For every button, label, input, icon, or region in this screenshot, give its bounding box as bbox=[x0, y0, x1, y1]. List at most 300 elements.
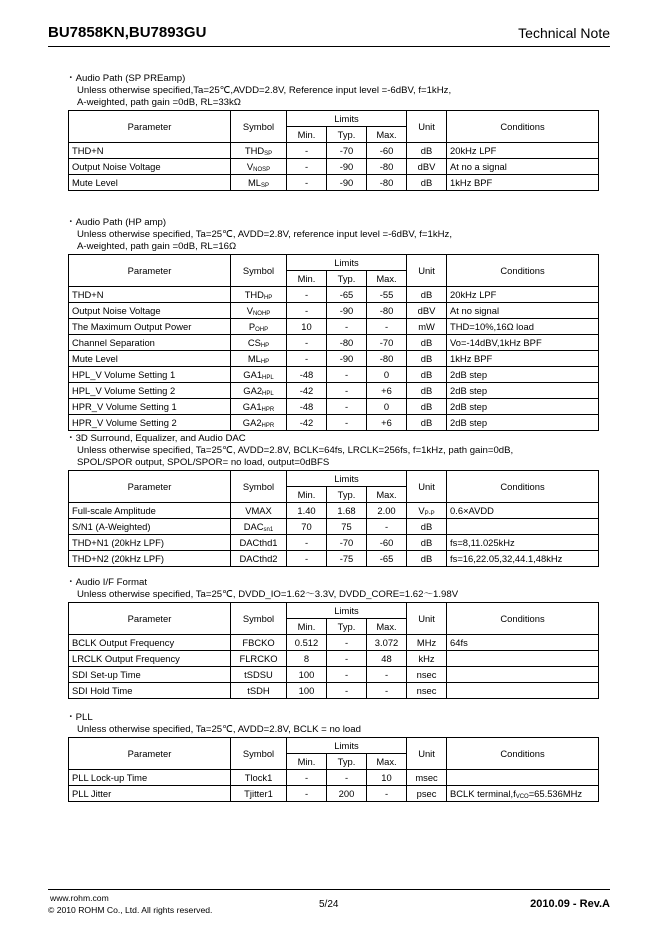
conditions-text: 1kHz BPF bbox=[450, 352, 493, 364]
symbol-text: THD bbox=[244, 144, 265, 156]
cell-unit bbox=[407, 335, 447, 351]
unit-text: dB bbox=[420, 288, 433, 300]
table-header-row bbox=[69, 738, 599, 754]
col-header-typ: Typ. bbox=[327, 271, 367, 287]
cell-parameter: HPR_V Volume Setting 2 bbox=[69, 415, 231, 431]
cell-unit bbox=[407, 635, 447, 651]
symbol-text: DACthd2 bbox=[239, 552, 278, 564]
conditions-text: BCLK terminal,f bbox=[450, 787, 516, 799]
cell-unit bbox=[407, 651, 447, 667]
cell-unit bbox=[407, 351, 447, 367]
cell-max: -80 bbox=[367, 303, 407, 319]
cell-typ: -75 bbox=[327, 551, 367, 567]
col-header-symbol: Symbol bbox=[231, 471, 287, 503]
table-row bbox=[69, 367, 599, 383]
conditions-text: fs=8,11.025kHz bbox=[450, 536, 515, 548]
conditions-text: 2dB step bbox=[450, 384, 488, 396]
symbol-text: CS bbox=[247, 336, 261, 348]
col-header-min: Min. bbox=[287, 619, 327, 635]
unit-text: kHz bbox=[418, 652, 435, 664]
col-header-symbol: Symbol bbox=[231, 255, 287, 287]
cell-typ: - bbox=[327, 383, 367, 399]
conditions-text: At no signal bbox=[450, 304, 500, 316]
cell-min: - bbox=[287, 770, 327, 786]
symbol-text: DAC bbox=[243, 520, 264, 532]
table-header-row bbox=[69, 603, 599, 619]
symbol-text: THD bbox=[244, 288, 264, 300]
unit-text: psec bbox=[416, 787, 437, 799]
symbol-subscript: HP bbox=[263, 294, 273, 301]
cell-max: -55 bbox=[367, 287, 407, 303]
cell-unit bbox=[407, 535, 447, 551]
cell-max: - bbox=[367, 519, 407, 535]
footer-revision: 2010.09 - Rev.A bbox=[530, 898, 610, 910]
unit-text: V bbox=[418, 504, 425, 516]
cell-typ: - bbox=[327, 319, 367, 335]
cell-parameter: SDI Set-up Time bbox=[69, 667, 231, 683]
symbol-subscript: HPR bbox=[261, 406, 275, 413]
cell-symbol bbox=[231, 143, 287, 159]
section-condition-note: Unless otherwise specified, Ta=25℃, AVDD=2.8V, BCLK = no load bbox=[77, 724, 361, 735]
table-row bbox=[69, 159, 599, 175]
col-header-min: Min. bbox=[287, 127, 327, 143]
doc-header-title: BU7858KN,BU7893GU bbox=[48, 24, 207, 41]
table-row bbox=[69, 415, 599, 431]
cell-typ: -90 bbox=[327, 351, 367, 367]
unit-text: dB bbox=[420, 384, 433, 396]
conditions-text: 2dB step bbox=[450, 416, 488, 428]
symbol-subscript: HP bbox=[260, 358, 270, 365]
conditions-text: 0.6×AVDD bbox=[450, 504, 494, 516]
cell-typ: -65 bbox=[327, 287, 367, 303]
conditions-text: 1kHz BPF bbox=[450, 176, 493, 188]
col-header-typ: Typ. bbox=[327, 487, 367, 503]
cell-max: +6 bbox=[367, 383, 407, 399]
table-row bbox=[69, 335, 599, 351]
unit-text: dB bbox=[420, 400, 433, 412]
cell-min: 1.40 bbox=[287, 503, 327, 519]
cell-symbol bbox=[231, 415, 287, 431]
cell-parameter: BCLK Output Frequency bbox=[69, 635, 231, 651]
cell-typ: - bbox=[327, 415, 367, 431]
cell-conditions bbox=[447, 367, 599, 383]
cell-unit bbox=[407, 519, 447, 535]
table-row bbox=[69, 287, 599, 303]
cell-typ: 1.68 bbox=[327, 503, 367, 519]
cell-max: -80 bbox=[367, 159, 407, 175]
cell-min: - bbox=[287, 143, 327, 159]
table-row bbox=[69, 551, 599, 567]
col-header-max: Max. bbox=[367, 619, 407, 635]
cell-max: 0 bbox=[367, 367, 407, 383]
cell-conditions bbox=[447, 551, 599, 567]
unit-text: dB bbox=[420, 176, 433, 188]
symbol-text: FBCKO bbox=[242, 636, 275, 648]
cell-unit bbox=[407, 551, 447, 567]
cell-min: 8 bbox=[287, 651, 327, 667]
doc-header-note: Technical Note bbox=[518, 25, 610, 41]
col-header-unit: Unit bbox=[407, 255, 447, 287]
cell-conditions bbox=[447, 159, 599, 175]
col-header-max: Max. bbox=[367, 487, 407, 503]
symbol-text: tSDSU bbox=[244, 668, 273, 680]
table-row bbox=[69, 399, 599, 415]
cell-max: +6 bbox=[367, 415, 407, 431]
conditions-text: At no a signal bbox=[450, 160, 507, 172]
section-title: ・Audio Path (SP PREamp) bbox=[66, 73, 186, 84]
cell-parameter: PLL Lock-up Time bbox=[69, 770, 231, 786]
cell-typ: - bbox=[327, 367, 367, 383]
col-header-symbol: Symbol bbox=[231, 738, 287, 770]
section-condition-note: SPOL/SPOR output, SPOL/SPOR= no load, output=0dBFS bbox=[77, 457, 330, 468]
symbol-text: V bbox=[246, 160, 254, 172]
cell-parameter: HPL_V Volume Setting 1 bbox=[69, 367, 231, 383]
cell-min: - bbox=[287, 287, 327, 303]
section-title: ・Audio I/F Format bbox=[66, 577, 148, 588]
unit-text: dB bbox=[420, 352, 433, 364]
cell-parameter: Channel Separation bbox=[69, 335, 231, 351]
cell-typ: -90 bbox=[327, 175, 367, 191]
unit-subscript: P-P bbox=[424, 510, 435, 517]
cell-unit bbox=[407, 383, 447, 399]
cell-parameter: THD+N bbox=[69, 143, 231, 159]
cell-unit bbox=[407, 175, 447, 191]
cell-conditions bbox=[447, 415, 599, 431]
cell-typ: - bbox=[327, 651, 367, 667]
cell-symbol bbox=[231, 651, 287, 667]
section-condition-note: Unless otherwise specified,Ta=25℃,AVDD=2.8V, Reference input level =-6dBV, f=1kHz, bbox=[77, 85, 452, 96]
header-rule bbox=[48, 46, 610, 47]
cell-min: 100 bbox=[287, 667, 327, 683]
symbol-text: GA1 bbox=[242, 400, 262, 412]
cell-max: - bbox=[367, 683, 407, 699]
spec-section bbox=[68, 712, 598, 802]
cell-conditions bbox=[447, 383, 599, 399]
col-header-min: Min. bbox=[287, 487, 327, 503]
col-header-typ: Typ. bbox=[327, 127, 367, 143]
table-row bbox=[69, 351, 599, 367]
spec-section bbox=[68, 217, 598, 431]
symbol-text: DACthd1 bbox=[239, 536, 278, 548]
table-row bbox=[69, 175, 599, 191]
cell-parameter: HPL_V Volume Setting 2 bbox=[69, 383, 231, 399]
section-condition-note: Unless otherwise specified, Ta=25℃, AVDD=2.8V, BCLK=64fs, LRCLK=256fs, f=1kHz, path gain=0dB, bbox=[77, 445, 514, 456]
col-header-unit: Unit bbox=[407, 603, 447, 635]
cell-conditions bbox=[447, 535, 599, 551]
col-header-typ: Typ. bbox=[327, 619, 367, 635]
symbol-text: GA2 bbox=[243, 384, 263, 396]
symbol-text: V bbox=[246, 304, 253, 316]
unit-text: dB bbox=[420, 336, 433, 348]
col-header-max: Max. bbox=[367, 271, 407, 287]
cell-conditions bbox=[447, 287, 599, 303]
cell-symbol bbox=[231, 175, 287, 191]
cell-typ: 200 bbox=[327, 786, 367, 802]
cell-max: -60 bbox=[367, 535, 407, 551]
section-condition-note: Unless otherwise specified, Ta=25℃, AVDD=2.8V, reference input level =-6dBV, f=1kHz, bbox=[77, 229, 453, 240]
conditions-text: THD=10%,16Ω load bbox=[450, 320, 534, 332]
col-header-conditions: Conditions bbox=[447, 111, 599, 143]
table-header-row bbox=[69, 255, 599, 271]
spec-table bbox=[68, 254, 599, 431]
conditions-text: 2dB step bbox=[450, 400, 488, 412]
cell-max: -80 bbox=[367, 175, 407, 191]
col-header-max: Max. bbox=[367, 127, 407, 143]
cell-typ: -70 bbox=[327, 535, 367, 551]
unit-text: msec bbox=[415, 771, 438, 783]
cell-conditions bbox=[447, 399, 599, 415]
cell-typ: - bbox=[327, 399, 367, 415]
table-row bbox=[69, 786, 599, 802]
cell-parameter: Full-scale Amplitude bbox=[69, 503, 231, 519]
cell-min: -42 bbox=[287, 415, 327, 431]
cell-max: -70 bbox=[367, 335, 407, 351]
cell-max: 48 bbox=[367, 651, 407, 667]
symbol-subscript: HPR bbox=[261, 422, 275, 429]
col-header-limits: Limits bbox=[287, 255, 407, 271]
unit-text: dB bbox=[420, 520, 433, 532]
cell-parameter: S/N1 (A-Weighted) bbox=[69, 519, 231, 535]
conditions-text: Vo=-14dBV,1kHz BPF bbox=[450, 336, 542, 348]
cell-unit bbox=[407, 287, 447, 303]
table-row bbox=[69, 303, 599, 319]
symbol-text: P bbox=[248, 320, 256, 332]
cell-parameter: The Maximum Output Power bbox=[69, 319, 231, 335]
cell-max: -65 bbox=[367, 551, 407, 567]
unit-text: dB bbox=[420, 144, 433, 156]
spec-table bbox=[68, 470, 599, 567]
cell-symbol bbox=[231, 635, 287, 651]
section-title: ・Audio Path (HP amp) bbox=[66, 217, 167, 228]
spec-section bbox=[68, 73, 598, 191]
cell-conditions bbox=[447, 667, 599, 683]
cell-min: - bbox=[287, 335, 327, 351]
col-header-unit: Unit bbox=[407, 471, 447, 503]
col-header-min: Min. bbox=[287, 754, 327, 770]
symbol-text: VMAX bbox=[245, 504, 272, 516]
cell-max: -80 bbox=[367, 351, 407, 367]
footer-copyright: © 2010 ROHM Co., Ltd. All rights reserved. bbox=[48, 905, 213, 915]
symbol-text: FLRCKO bbox=[239, 652, 278, 664]
col-header-limits: Limits bbox=[287, 603, 407, 619]
cell-min: -48 bbox=[287, 399, 327, 415]
symbol-text: Tjitter1 bbox=[244, 787, 273, 799]
cell-conditions bbox=[447, 770, 599, 786]
unit-text: dB bbox=[420, 368, 433, 380]
cell-symbol bbox=[231, 335, 287, 351]
cell-typ: - bbox=[327, 635, 367, 651]
table-row bbox=[69, 651, 599, 667]
conditions-text: 2dB step bbox=[450, 368, 488, 380]
cell-parameter: THD+N2 (20kHz LPF) bbox=[69, 551, 231, 567]
cell-min: - bbox=[287, 351, 327, 367]
unit-text: dB bbox=[420, 416, 433, 428]
table-header-row bbox=[69, 471, 599, 487]
symbol-text: GA2 bbox=[242, 416, 262, 428]
table-row bbox=[69, 383, 599, 399]
symbol-subscript: HPL bbox=[262, 390, 274, 397]
cell-parameter: SDI Hold Time bbox=[69, 683, 231, 699]
table-row bbox=[69, 635, 599, 651]
col-header-parameter: Parameter bbox=[69, 111, 231, 143]
cell-unit bbox=[407, 143, 447, 159]
symbol-subscript: NOSP bbox=[253, 166, 271, 173]
cell-symbol bbox=[231, 519, 287, 535]
cell-parameter: Output Noise Voltage bbox=[69, 303, 231, 319]
table-row bbox=[69, 519, 599, 535]
cell-typ: 75 bbox=[327, 519, 367, 535]
cell-typ: -90 bbox=[327, 159, 367, 175]
col-header-limits: Limits bbox=[287, 738, 407, 754]
col-header-min: Min. bbox=[287, 271, 327, 287]
unit-text: mW bbox=[418, 320, 435, 332]
section-condition-note: A-weighted, path gain =0dB, RL=16Ω bbox=[77, 241, 237, 252]
col-header-conditions: Conditions bbox=[447, 255, 599, 287]
cell-min: - bbox=[287, 535, 327, 551]
cell-unit bbox=[407, 319, 447, 335]
col-header-conditions: Conditions bbox=[447, 471, 599, 503]
col-header-conditions: Conditions bbox=[447, 738, 599, 770]
cell-max: -60 bbox=[367, 143, 407, 159]
col-header-typ: Typ. bbox=[327, 754, 367, 770]
cell-typ: -90 bbox=[327, 303, 367, 319]
col-header-parameter: Parameter bbox=[69, 255, 231, 287]
unit-text: dBV bbox=[417, 304, 436, 316]
cell-parameter: PLL Jitter bbox=[69, 786, 231, 802]
cell-min: -48 bbox=[287, 367, 327, 383]
table-row bbox=[69, 683, 599, 699]
cell-min: -42 bbox=[287, 383, 327, 399]
cell-conditions bbox=[447, 351, 599, 367]
conditions-text: 64fs bbox=[450, 636, 468, 648]
cell-conditions bbox=[447, 635, 599, 651]
cell-unit bbox=[407, 503, 447, 519]
cell-conditions bbox=[447, 175, 599, 191]
symbol-subscript: SP bbox=[261, 182, 270, 189]
symbol-subscript: NOHP bbox=[252, 310, 271, 317]
table-row bbox=[69, 143, 599, 159]
col-header-conditions: Conditions bbox=[447, 603, 599, 635]
symbol-text: tSDH bbox=[247, 684, 270, 696]
cell-min: 10 bbox=[287, 319, 327, 335]
cell-symbol bbox=[231, 399, 287, 415]
unit-text: dB bbox=[420, 552, 433, 564]
cell-min: 100 bbox=[287, 683, 327, 699]
cell-min: - bbox=[287, 175, 327, 191]
unit-text: dB bbox=[420, 536, 433, 548]
cell-unit bbox=[407, 667, 447, 683]
cell-conditions bbox=[447, 335, 599, 351]
cell-max: 3.072 bbox=[367, 635, 407, 651]
cell-symbol bbox=[231, 683, 287, 699]
cell-conditions bbox=[447, 519, 599, 535]
cell-unit bbox=[407, 683, 447, 699]
symbol-subscript: SP bbox=[264, 150, 273, 157]
section-title: ・PLL bbox=[66, 712, 93, 723]
cell-max: 2.00 bbox=[367, 503, 407, 519]
cell-conditions bbox=[447, 503, 599, 519]
symbol-text: GA1 bbox=[243, 368, 263, 380]
cell-max: - bbox=[367, 319, 407, 335]
cell-parameter: THD+N1 (20kHz LPF) bbox=[69, 535, 231, 551]
col-header-symbol: Symbol bbox=[231, 111, 287, 143]
cell-unit bbox=[407, 159, 447, 175]
cell-min: - bbox=[287, 159, 327, 175]
unit-text: MHz bbox=[416, 636, 437, 648]
cell-unit bbox=[407, 770, 447, 786]
cell-typ: - bbox=[327, 770, 367, 786]
cell-symbol bbox=[231, 287, 287, 303]
section-condition-note: A-weighted, path gain =0dB, RL=33kΩ bbox=[77, 97, 241, 108]
cell-parameter: Mute Level bbox=[69, 351, 231, 367]
symbol-text: Tlock1 bbox=[244, 771, 273, 783]
col-header-parameter: Parameter bbox=[69, 603, 231, 635]
spec-table bbox=[68, 602, 599, 699]
table-row bbox=[69, 503, 599, 519]
cell-max: - bbox=[367, 667, 407, 683]
cell-parameter: Output Noise Voltage bbox=[69, 159, 231, 175]
conditions-subscript: VCO bbox=[515, 793, 529, 800]
cell-typ: - bbox=[327, 683, 367, 699]
conditions-text: 20kHz LPF bbox=[450, 144, 497, 156]
cell-unit bbox=[407, 399, 447, 415]
symbol-subscript: OHP bbox=[255, 326, 269, 333]
cell-parameter: Mute Level bbox=[69, 175, 231, 191]
table-row bbox=[69, 667, 599, 683]
symbol-subscript: HPL bbox=[262, 374, 274, 381]
cell-unit bbox=[407, 367, 447, 383]
cell-min: - bbox=[287, 303, 327, 319]
conditions-text: fs=16,22.05,32,44.1,48kHz bbox=[450, 552, 563, 564]
section-condition-note: Unless otherwise specified, Ta=25℃, DVDD_IO=1.62～3.3V, DVDD_CORE=1.62～1.98V bbox=[77, 589, 459, 600]
table-header-row bbox=[69, 111, 599, 127]
col-header-parameter: Parameter bbox=[69, 471, 231, 503]
cell-symbol bbox=[231, 535, 287, 551]
cell-typ: -70 bbox=[327, 143, 367, 159]
footer-url: www.rohm.com bbox=[50, 893, 109, 903]
cell-symbol bbox=[231, 319, 287, 335]
col-header-symbol: Symbol bbox=[231, 603, 287, 635]
symbol-subscript: sn1 bbox=[263, 526, 274, 533]
spec-section bbox=[68, 577, 598, 699]
cell-conditions bbox=[447, 683, 599, 699]
cell-conditions bbox=[447, 319, 599, 335]
spec-section bbox=[68, 433, 598, 567]
cell-min: - bbox=[287, 551, 327, 567]
spec-table bbox=[68, 737, 599, 802]
col-header-limits: Limits bbox=[287, 471, 407, 487]
unit-text: nsec bbox=[416, 684, 437, 696]
cell-min: 0.512 bbox=[287, 635, 327, 651]
cell-max: 10 bbox=[367, 770, 407, 786]
symbol-subscript: HP bbox=[260, 342, 270, 349]
symbol-text: ML bbox=[247, 352, 261, 364]
symbol-text: ML bbox=[247, 176, 261, 188]
section-title: ・3D Surround, Equalizer, and Audio DAC bbox=[66, 433, 246, 444]
cell-parameter: HPR_V Volume Setting 1 bbox=[69, 399, 231, 415]
unit-text: dBV bbox=[417, 160, 436, 172]
col-header-parameter: Parameter bbox=[69, 738, 231, 770]
cell-max: 0 bbox=[367, 399, 407, 415]
cell-min: - bbox=[287, 786, 327, 802]
cell-symbol bbox=[231, 667, 287, 683]
unit-text: nsec bbox=[416, 668, 437, 680]
cell-typ: -80 bbox=[327, 335, 367, 351]
cell-max: - bbox=[367, 786, 407, 802]
cell-symbol bbox=[231, 303, 287, 319]
table-row bbox=[69, 319, 599, 335]
cell-parameter: LRCLK Output Frequency bbox=[69, 651, 231, 667]
